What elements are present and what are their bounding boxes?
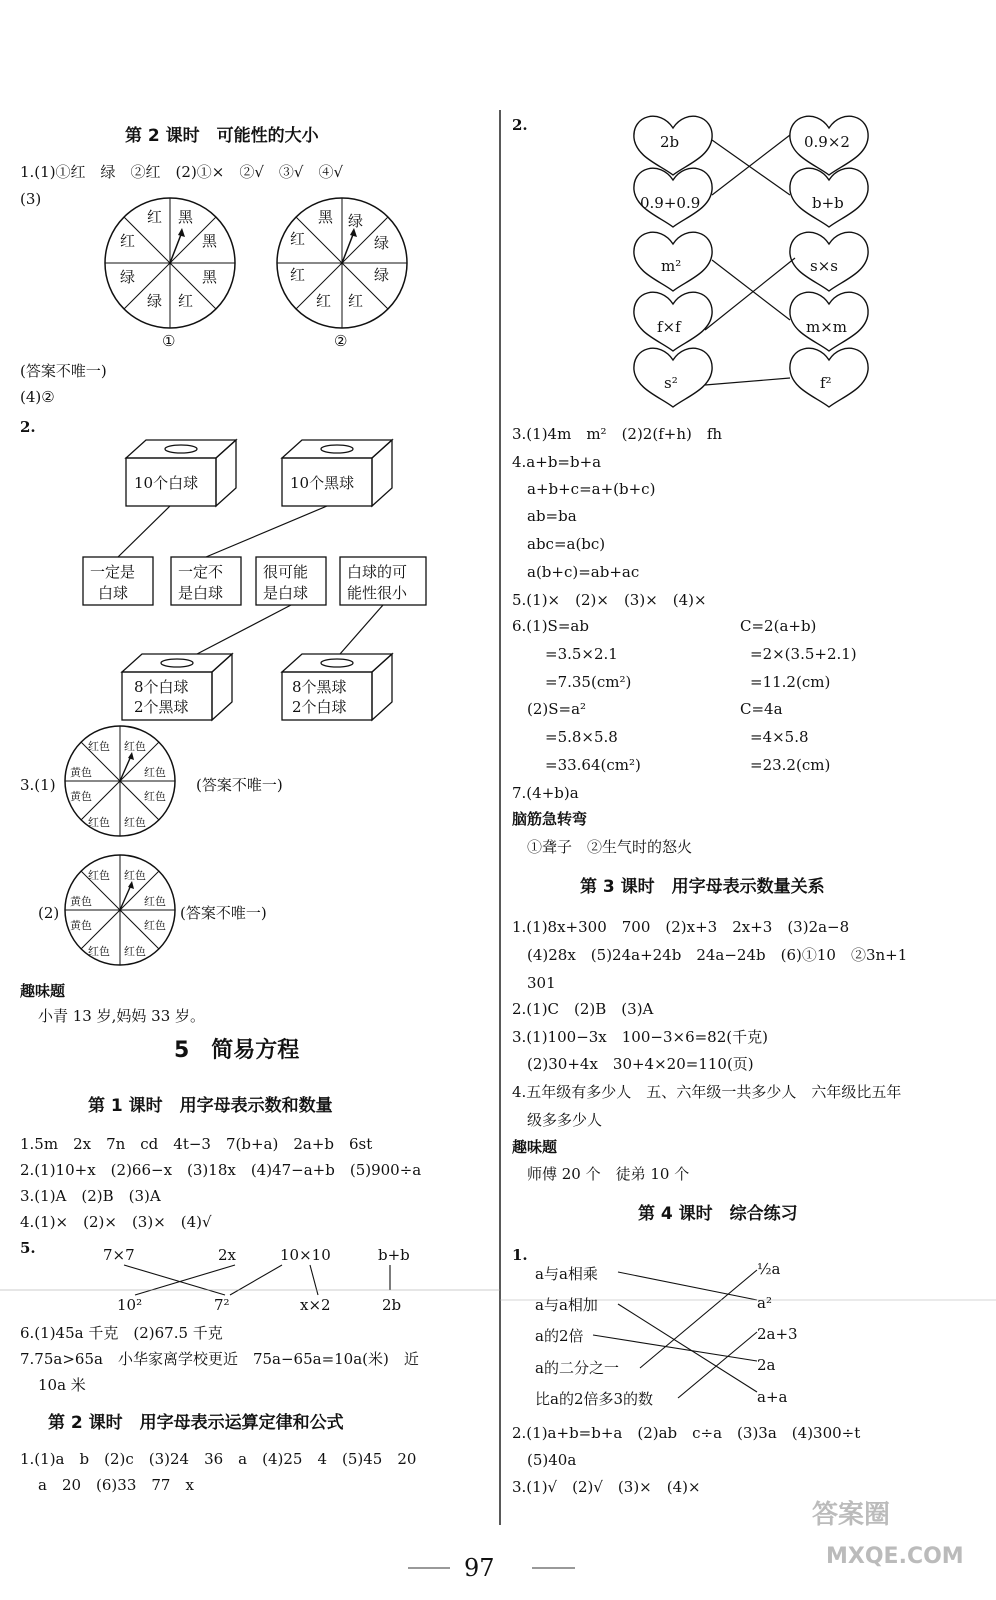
- box3-line1: 8个白球: [134, 678, 189, 696]
- r-q6-line: =11.2(cm): [750, 673, 831, 691]
- c3-q2: 2.(1)C (2)B (3)A: [512, 1000, 654, 1018]
- r-q6-line: =3.5×2.1: [545, 645, 618, 663]
- wheel4-sector: 红色: [88, 869, 110, 882]
- c4-left-item: 比a的2倍多3的数: [535, 1390, 654, 1408]
- r-q4-line2: a+b+c=a+(b+c): [527, 480, 656, 498]
- c3-q4-line2: 级多多少人: [527, 1111, 603, 1129]
- q1-answer-line3: (4)②: [20, 388, 55, 406]
- r-q6-line: =7.35(cm²): [545, 673, 632, 691]
- c4-left-item: a与a相乘: [535, 1265, 598, 1283]
- c3-q4-line1: 4.五年级有多少人 五、六年级一共多少人 六年级比五年: [512, 1083, 902, 1101]
- c4-right-item: ½a: [757, 1260, 781, 1278]
- wheel1-sector: 黑: [202, 232, 218, 250]
- heart-left-label: 0.9+0.9: [640, 194, 701, 212]
- brain-teaser-answer: ①聋子 ②生气时的怒火: [527, 838, 693, 856]
- c4-q3: 3.(1)√ (2)√ (3)× (4)×: [512, 1478, 701, 1496]
- c4-right-item: 2a+3: [757, 1325, 798, 1343]
- option4-line2: 能性很小: [347, 584, 408, 602]
- match5-top: 7×7: [103, 1246, 135, 1264]
- r-q4-line1: 4.a+b=b+a: [512, 453, 602, 471]
- match5-top: 10×10: [280, 1246, 331, 1264]
- lesson-2-title: 第 2 课时 可能性的大小: [125, 126, 319, 146]
- r-q6-line: =33.64(cm²): [545, 756, 641, 774]
- c4-left-item: a的2倍: [535, 1327, 584, 1345]
- r-q6-line: =5.8×5.8: [545, 728, 618, 746]
- option4-line1: 白球的可: [347, 563, 408, 581]
- lesson-3-title: 第 3 课时 用字母表示数量关系: [580, 877, 825, 897]
- option2-line1: 一定不: [178, 563, 224, 581]
- c4-q1: 1.: [512, 1246, 528, 1264]
- c3-q1-line2: (4)28x (5)24a+24b 24a−24b (6)①10 ②3n+1: [527, 946, 908, 964]
- lesson-4-title: 第 4 课时 综合练习: [638, 1204, 798, 1224]
- option3-line1: 很可能: [263, 563, 309, 581]
- watermark-logo: 答案圈: [812, 1500, 891, 1530]
- wheel3-sector: 红色: [124, 816, 146, 829]
- heart-left-label: 2b: [660, 133, 680, 151]
- wheel4-sector: 黄色: [70, 895, 92, 908]
- wheel3-sector: 红色: [88, 740, 110, 753]
- c4-q2-line1: 2.(1)a+b=b+a (2)ab c÷a (3)3a (4)300÷t: [512, 1424, 861, 1442]
- r-q6-line: 6.(1)S=ab: [512, 617, 589, 635]
- wheel3-sector: 红色: [144, 790, 166, 803]
- option2-line2: 是白球: [178, 584, 224, 602]
- c4-q2-line2: (5)40a: [527, 1451, 577, 1469]
- wheel1-sector: 黑: [202, 268, 218, 286]
- heart-right-label: 0.9×2: [804, 133, 850, 151]
- wheel2-sector: 红: [316, 292, 332, 310]
- heart-left-label: s²: [664, 374, 678, 392]
- s2-q1-line1: 1.(1)a b (2)c (3)24 36 a (4)25 4 (5)45 20: [20, 1450, 417, 1468]
- r-q6-line: C=4a: [740, 700, 783, 718]
- r-q6-line: =4×5.8: [750, 728, 809, 746]
- wheel2-sector: 红: [290, 266, 306, 284]
- wheel4-sector: 黄色: [70, 919, 92, 932]
- wheel1-sector: 绿: [147, 292, 163, 310]
- wheel1-sector: 红: [147, 208, 163, 226]
- wheel3-sector: 黄色: [70, 766, 92, 779]
- c3-q1-line1: 1.(1)8x+300 700 (2)x+3 2x+3 (3)2a−8: [512, 918, 850, 936]
- s1-q7-line2: 10a 米: [38, 1376, 86, 1394]
- q3-part1: 3.(1): [20, 776, 56, 794]
- wheel2-sector: 黑: [318, 208, 334, 226]
- c3-q3-line2: (2)30+4x 30+4×20=110(页): [527, 1055, 754, 1073]
- c4-left-item: a与a相加: [535, 1296, 598, 1314]
- chapter-title: 5 简易方程: [174, 1038, 300, 1063]
- s1-q5: 5.: [20, 1239, 36, 1257]
- c3-q3-line1: 3.(1)100−3x 100−3×6=82(千克): [512, 1028, 768, 1046]
- heart-right-label: f²: [820, 374, 832, 392]
- heart-right-label: b+b: [812, 194, 844, 212]
- wheel1-sector: 绿: [120, 268, 136, 286]
- r-fun-answer: 师傅 20 个 徒弟 10 个: [527, 1165, 690, 1183]
- wheel4-sector: 红色: [124, 945, 146, 958]
- wheel3-sector: 红色: [144, 766, 166, 779]
- r-q3: 3.(1)4m m² (2)2(f+h) fh: [512, 425, 723, 443]
- heart-left-label: m²: [661, 257, 682, 275]
- lesson-1-title: 第 1 课时 用字母表示数和数量: [88, 1096, 333, 1116]
- option1-line2: 白球: [98, 584, 129, 602]
- c4-left-item: a的二分之一: [535, 1359, 619, 1377]
- box3-line2: 2个黑球: [134, 698, 189, 716]
- spinner-wheel-2: [277, 198, 407, 328]
- heart-right-label: m×m: [806, 318, 848, 336]
- note-answer-not-unique: (答案不唯一): [196, 776, 283, 794]
- wheel1-sector: 红: [120, 232, 136, 250]
- wheel2-sector: 绿: [374, 234, 390, 252]
- wheel2-sector: 绿: [348, 212, 364, 230]
- r-q6-line: =2×(3.5+2.1): [750, 645, 857, 663]
- r-q5: 5.(1)× (2)× (3)× (4)×: [512, 591, 707, 609]
- r-q6-line: C=2(a+b): [740, 617, 817, 635]
- wheel2-label: ②: [334, 332, 348, 350]
- ball-box-1: [126, 440, 236, 506]
- s1-q3: 3.(1)A (2)B (3)A: [20, 1187, 161, 1205]
- c3-q1-line3: 301: [527, 974, 556, 992]
- wheel4-sector: 红色: [88, 945, 110, 958]
- brain-teaser-heading: 脑筋急转弯: [512, 810, 588, 828]
- box4-line2: 2个白球: [292, 698, 347, 716]
- wheel4-sector: 红色: [124, 869, 146, 882]
- heart-right-label: s×s: [810, 257, 838, 275]
- wheel2-sector: 绿: [374, 266, 390, 284]
- match5-top: b+b: [378, 1246, 410, 1264]
- s1-q6: 6.(1)45a 千克 (2)67.5 千克: [20, 1324, 223, 1342]
- match5-top: 2x: [218, 1246, 237, 1264]
- r-q4-line3: ab=ba: [527, 507, 577, 525]
- watermark-site: MXQE.COM: [826, 1544, 964, 1569]
- r-q6-line: (2)S=a²: [527, 700, 587, 718]
- match5-bottom: 7²: [214, 1296, 230, 1314]
- s1-q7-line1: 7.75a>65a 小华家离学校更近 75a−65a=10a(米) 近: [20, 1350, 419, 1368]
- s2-q1-line2: a 20 (6)33 77 x: [38, 1476, 194, 1494]
- wheel4-sector: 红色: [144, 895, 166, 908]
- s1-q2: 2.(1)10+x (2)66−x (3)18x (4)47−a+b (5)900÷a: [20, 1161, 422, 1179]
- s1-q1: 1.5m 2x 7n cd 4t−3 7(b+a) 2a+b 6st: [20, 1135, 373, 1153]
- c4-right-item: a²: [757, 1294, 772, 1312]
- r-q4-line5: a(b+c)=ab+ac: [527, 563, 640, 581]
- note-answer-not-unique: (答案不唯一): [20, 362, 107, 380]
- r-q2-number: 2.: [512, 116, 528, 134]
- option3-line2: 是白球: [263, 584, 309, 602]
- c4-right-item: 2a: [757, 1356, 776, 1374]
- wheel1-sector: 黑: [178, 208, 194, 226]
- r-q4-line4: abc=a(bc): [527, 535, 606, 553]
- fun-question-answer: 小青 13 岁,妈妈 33 岁。: [38, 1007, 206, 1025]
- r-q6-line: =23.2(cm): [750, 756, 831, 774]
- page-number: 97: [464, 1554, 495, 1582]
- spinner-wheel-1: [105, 198, 235, 328]
- q2-number: 2.: [20, 418, 36, 436]
- heart-left-label: f×f: [657, 318, 681, 336]
- fun-question-heading: 趣味题: [20, 982, 66, 1000]
- lesson-2b-title: 第 2 课时 用字母表示运算定律和公式: [48, 1413, 344, 1433]
- wheel4-sector: 红色: [144, 919, 166, 932]
- r-q7: 7.(4+b)a: [512, 784, 579, 802]
- note-answer-not-unique: (答案不唯一): [180, 904, 267, 922]
- option1-line1: 一定是: [90, 563, 136, 581]
- s1-q4: 4.(1)× (2)× (3)× (4)√: [20, 1213, 212, 1231]
- wheel3-sector: 黄色: [70, 790, 92, 803]
- wheel3-sector: 红色: [88, 816, 110, 829]
- q3-part2: (2): [38, 904, 60, 922]
- wheel3-sector: 红色: [124, 740, 146, 753]
- wheel1-sector: 红: [178, 292, 194, 310]
- c4-right-item: a+a: [757, 1388, 788, 1406]
- q1-answer-line1: 1.(1)①红 绿 ②红 (2)①× ②√ ③√ ④√: [20, 163, 344, 181]
- match5-bottom: 10²: [117, 1296, 143, 1314]
- wheel2-sector: 红: [348, 292, 364, 310]
- match5-bottom: 2b: [382, 1296, 402, 1314]
- r-fun-heading: 趣味题: [512, 1138, 558, 1156]
- ball-box-2: [282, 440, 392, 506]
- box4-line1: 8个黑球: [292, 678, 347, 696]
- wheel1-label: ①: [162, 332, 176, 350]
- match5-bottom: x×2: [300, 1296, 331, 1314]
- wheel2-sector: 红: [290, 230, 306, 248]
- box2-label: 10个黑球: [290, 474, 355, 492]
- box1-label: 10个白球: [134, 474, 199, 492]
- q1-answer-line2: (3): [20, 190, 42, 208]
